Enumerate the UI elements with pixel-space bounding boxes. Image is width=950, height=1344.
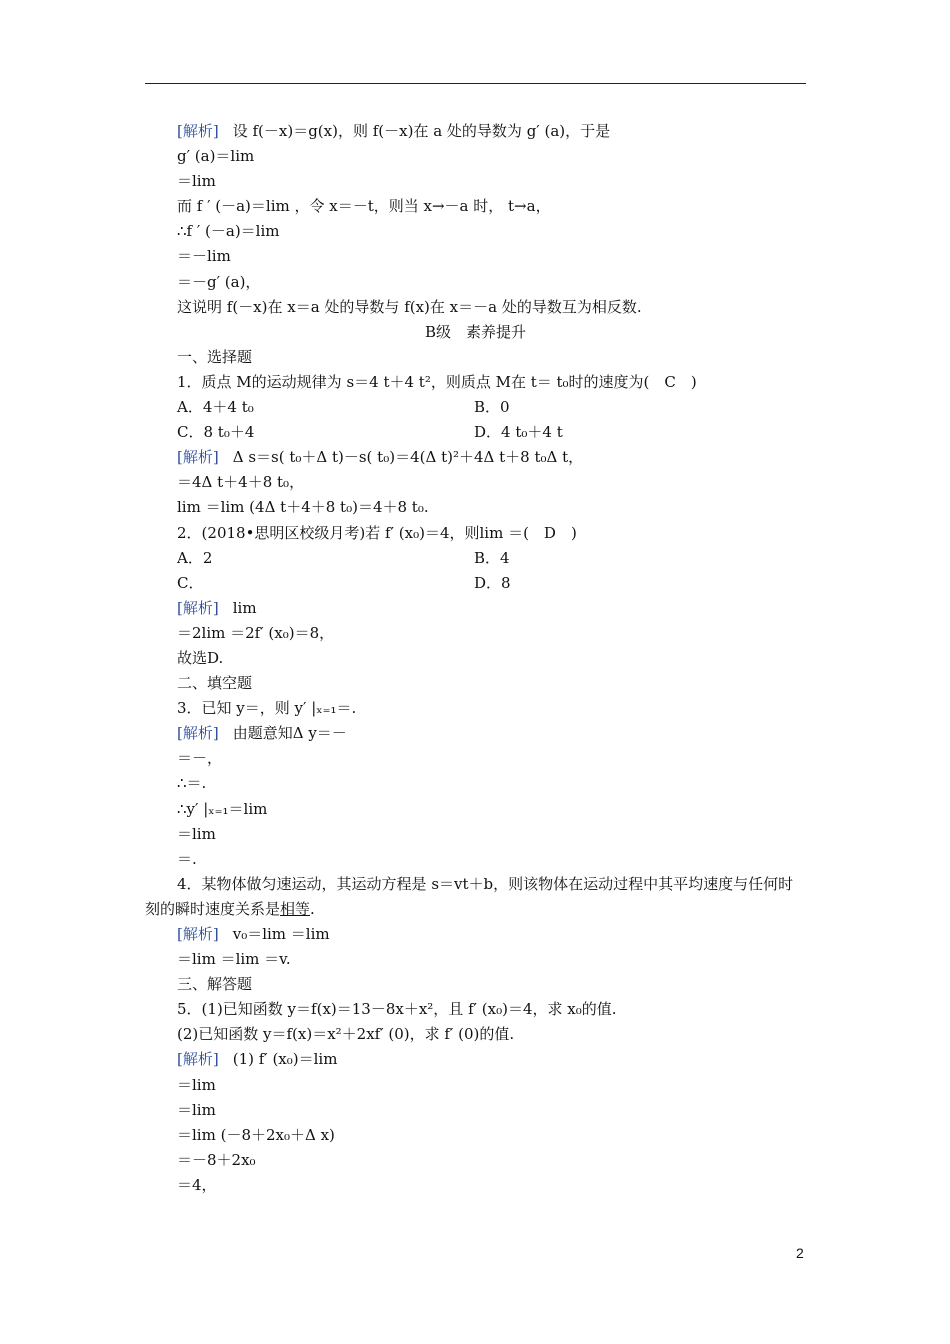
text-line: ＝－， <box>177 749 223 768</box>
question-4 <box>145 872 806 922</box>
text-line: 而 f ′ (－a)＝lim ，令 x＝－t，则当 x→－a 时， t→a， <box>177 197 551 216</box>
text-line: ＝4， <box>177 1175 217 1194</box>
analysis-tag: [解析] <box>177 925 219 943</box>
page-number: 2 <box>796 1245 804 1261</box>
text-line: ＝2lim ＝2f′ (x₀)＝8， <box>177 623 335 642</box>
text-line: lim ＝lim (4Δ t＋4＋8 t₀)＝4＋8 t₀. <box>177 498 429 517</box>
analysis-tag: [解析] <box>177 448 219 467</box>
answer-underlined: 相等 <box>280 899 311 918</box>
option-b: B．4 <box>474 548 510 567</box>
line-text: lim <box>232 598 257 617</box>
text-line <box>145 1047 806 1072</box>
text-line: ＝－lim <box>177 247 231 266</box>
text-line: ∴f ′ (－a)＝lim <box>177 222 280 241</box>
text-line <box>145 922 806 947</box>
option-row <box>145 420 806 445</box>
line-text: v₀＝lim ＝lim <box>232 925 330 943</box>
line-text: . <box>310 899 315 918</box>
text-line: ＝－g′ (a)， <box>177 272 261 291</box>
text-line: ＝－8＋2x₀ <box>177 1150 256 1169</box>
option-row <box>145 571 806 596</box>
text-line: ＝lim <box>177 824 216 843</box>
text-line <box>145 119 806 144</box>
question-1: 1．质点 M的运动规律为 s＝4 t＋4 t²，则质点 M在 t＝ t₀时的速度为( C ) <box>177 372 697 391</box>
line-text: 由题意知Δ y＝－ <box>232 724 347 743</box>
line-text: 4．某物体做匀速运动，其运动方程是 s＝vt＋b，则该物体在运动过程中其平均速度与任何时刻的瞬时速度关系是 <box>145 874 794 918</box>
option-row <box>145 546 806 571</box>
text-line: ＝lim <box>177 1100 216 1119</box>
text-line: ＝lim (－8＋2x₀＋Δ x) <box>177 1125 335 1144</box>
header-rule <box>145 83 806 84</box>
text-line: g′ (a)＝lim <box>177 147 255 166</box>
option-b: B．0 <box>474 398 510 417</box>
text-line: ＝. <box>177 849 197 868</box>
line-text: (1) f′ (x₀)＝lim <box>232 1050 338 1069</box>
section-heading: B级 素养提升 <box>424 322 527 341</box>
analysis-tag: [解析] <box>177 598 219 617</box>
text-line <box>145 445 806 470</box>
analysis-tag: [解析] <box>177 1050 219 1069</box>
option-c: C．8 t₀＋4 <box>177 423 255 442</box>
question-5: 5．(1)已知函数 y＝f(x)＝13－8x＋x²，且 f′ (x₀)＝4，求 x₀的值. <box>177 1000 617 1019</box>
text-line: 这说明 f(－x)在 x＝a 处的导数与 f(x)在 x＝－a 处的导数互为相反数. <box>177 297 642 316</box>
option-d: D．8 <box>474 573 511 592</box>
text-line: ＝lim <box>177 1075 216 1094</box>
option-a: A．2 <box>177 548 213 567</box>
section-heading: 二、填空题 <box>177 674 253 693</box>
question-2: 2．(2018•思明区校级月考)若 f′ (x₀)＝4，则lim ＝( D ) <box>177 523 577 542</box>
text-line: ∴y′ |ₓ₌₁＝lim <box>177 799 268 818</box>
text-line: ＝lim <box>177 172 216 191</box>
option-d: D．4 t₀＋4 t <box>474 423 563 442</box>
line-text: 设 f(－x)＝g(x)，则 f(－x)在 a 处的导数为 g′ (a)，于是 <box>232 122 611 140</box>
text-line: ∴＝. <box>177 774 207 793</box>
line-text: Δ s＝s( t₀＋Δ t)－s( t₀)＝4(Δ t)²＋4Δ t＋8 t₀Δ t， <box>232 448 584 467</box>
section-heading: 三、解答题 <box>177 975 253 994</box>
analysis-tag: [解析] <box>177 122 219 140</box>
text-line: 故选D. <box>177 648 224 667</box>
text-line: (2)已知函数 y＝f(x)＝x²＋2xf′ (0)，求 f′ (0)的值. <box>177 1025 515 1044</box>
question-3: 3．已知 y＝，则 y′ |ₓ₌₁＝. <box>177 699 357 718</box>
option-a: A．4＋4 t₀ <box>177 398 254 417</box>
text-line <box>145 596 806 621</box>
analysis-tag: [解析] <box>177 724 219 743</box>
option-row <box>145 395 806 420</box>
option-c: C． <box>177 573 204 592</box>
document-body <box>145 119 806 1198</box>
text-line: ＝4Δ t＋4＋8 t₀， <box>177 473 305 492</box>
text-line: ＝lim ＝lim ＝v. <box>177 950 291 969</box>
section-heading: 一、选择题 <box>177 347 253 366</box>
text-line <box>145 721 806 746</box>
